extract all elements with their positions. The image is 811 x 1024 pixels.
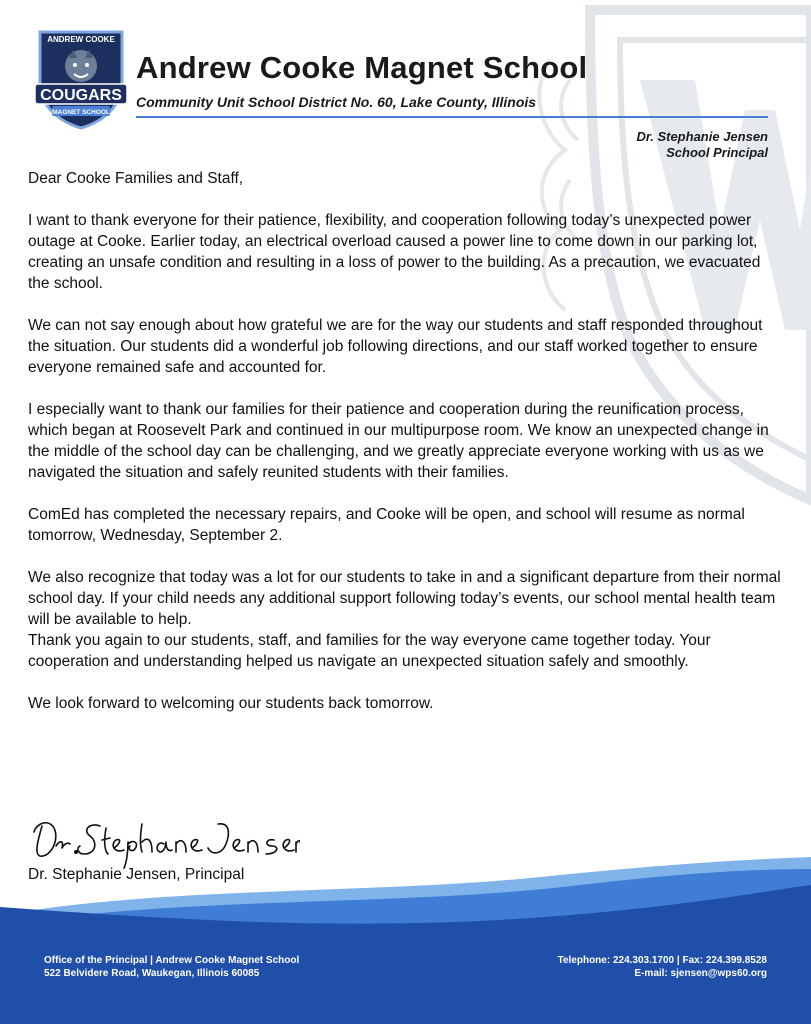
- school-crest-logo: [32, 22, 130, 130]
- footer-phone-line: Telephone: 224.303.1700 | Fax: 224.399.8528: [557, 955, 767, 966]
- principal-header-block: [637, 129, 769, 161]
- letter-greeting: Dear Cooke Families and Staff,: [28, 170, 244, 187]
- footer-contact-info: [558, 954, 767, 980]
- footer-office-info: [44, 954, 299, 980]
- signatory-name: Dr. Stephanie Jensen, Principal: [28, 866, 245, 883]
- letter-paragraph-2: We can not say enough about how grateful we are for the way our students and staff responded throughout the situation. Our students did a wonderful job following directions, and our staff worked together to ensure everyone remained safe and accounted for.: [28, 317, 763, 376]
- letter-paragraph-6: Thank you again to our students, staff, and families for the way everyone came together today. Your cooperation and understanding helped us navigate an unexpected situation safely and smoothly.: [28, 632, 711, 670]
- footer-wave: [0, 855, 811, 1024]
- letter-paragraph-1: I want to thank everyone for their patience, flexibility, and cooperation following today’s unexpected power outage at Cooke. Earlier today, an electrical overload caused a power line to come down in our parking lot, creating an unsafe condition and resulting in a loss of power to the building. As a precaution, we evacuated the school.: [28, 212, 761, 292]
- principal-name: Dr. Stephanie Jensen: [636, 129, 768, 144]
- principal-title: School Principal: [666, 145, 768, 160]
- letter-paragraph-7: We look forward to welcoming our students back tomorrow.: [28, 695, 434, 712]
- header-divider: [136, 116, 768, 118]
- footer-office-line: Office of the Principal | Andrew Cooke Magnet School: [44, 955, 300, 966]
- letter-paragraph-5: We also recognize that today was a lot for our students to take in and a significant departure from their normal school day. If your child needs any additional support following today’s events, our school mental health team will be available to help.: [28, 569, 781, 628]
- district-name: Community Unit School District No. 60, Lake County, Illinois: [136, 94, 537, 110]
- footer-email-line: E-mail: sjensen@wps60.org: [634, 968, 767, 979]
- school-name: Andrew Cooke Magnet School: [136, 50, 588, 85]
- crest-top-text: ANDREW COOKE: [47, 35, 115, 44]
- footer-address-line: 522 Belvidere Road, Waukegan, Illinois 60085: [44, 968, 260, 979]
- crest-bottom-text: MAGNET SCHOOL: [52, 109, 110, 116]
- letter-paragraph-4: ComEd has completed the necessary repairs, and Cooke will be open, and school will resume as normal tomorrow, Wednesday, September 2.: [28, 506, 745, 544]
- crest-mascot-text: COUGARS: [40, 87, 122, 104]
- letter-body: [28, 168, 783, 735]
- letter-paragraph-3: I especially want to thank our families for their patience and cooperation during the reunification process, which began at Roosevelt Park and continued in our multipurpose room. We know an unexpected change in the middle of the school day can be challenging, and we greatly appreciate everyone working with us as we navigated the situation and safely reunited students with their families.: [28, 401, 769, 481]
